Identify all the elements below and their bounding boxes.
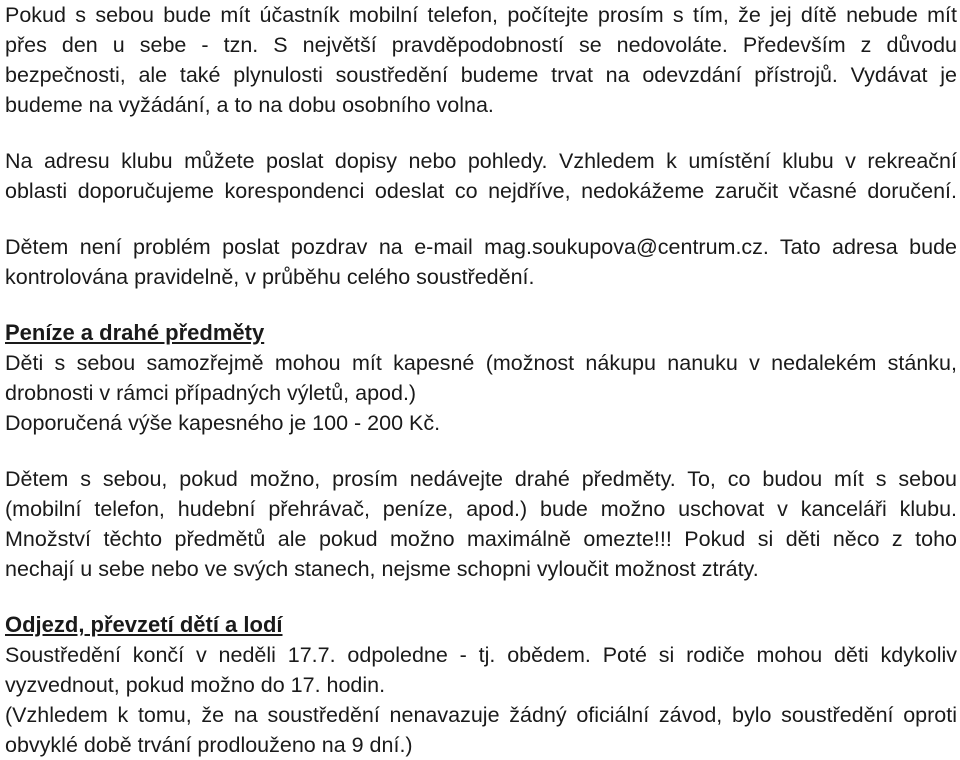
text-line: Děti s sebou samozřejmě mohou mít kapesné (možnost nákupu nanuku v nedalekém stánku, xyxy=(5,351,957,375)
paragraph-pocket-money xyxy=(5,348,957,438)
text-line: budeme na vyžádání, a to na dobu osobního volna. xyxy=(5,93,494,117)
document-body xyxy=(5,0,957,760)
text-line: bezpečnosti, ale také plynulosti soustředění budeme trvat na odevzdání přístrojů. Vydávat je xyxy=(5,63,957,87)
paragraph-departure xyxy=(5,640,957,760)
paragraph-letters xyxy=(5,146,957,206)
text-line: oblasti doporučujeme korespondenci odeslat co nejdříve, nedokážeme zaručit včasné doručení. xyxy=(5,179,957,203)
text-line: (Vzhledem k tomu, že na soustředění nenavazuje žádný oficiální závod, bylo soustředění oproti xyxy=(5,703,957,727)
text-line: obvyklé době trvání prodlouženo na 9 dní.) xyxy=(5,733,413,757)
paragraph-mobile-phones xyxy=(5,0,957,120)
text-line: Doporučená výše kapesného je 100 - 200 Kč. xyxy=(5,411,441,435)
text-line: (mobilní telefon, hudební přehrávač, peníze, apod.) bude možno uschovat v kanceláři klubu. xyxy=(5,497,957,521)
text-line: přes den u sebe - tzn. S největší pravděpodobností se nedovoláte. Především z důvodu xyxy=(5,33,957,57)
heading-departure: Odjezd, převzetí dětí a lodí xyxy=(5,612,283,637)
text-line: Na adresu klubu můžete poslat dopisy nebo pohledy. Vzhledem k umístění klubu v rekreační xyxy=(5,149,957,173)
paragraph-email xyxy=(5,232,957,292)
text-line: vyzvednout, pokud možno do 17. hodin. xyxy=(5,673,386,697)
heading-money-valuables: Peníze a drahé předměty xyxy=(5,320,265,345)
text-line: Soustředění končí v neděli 17.7. odpoledne - tj. obědem. Poté si rodiče mohou děti kdykoliv xyxy=(5,643,957,667)
text-line: Množství těchto předmětů ale pokud možno maximálně omezte!!! Pokud si děti něco z toho xyxy=(5,527,957,551)
text-line: Dětem s sebou, pokud možno, prosím nedávejte drahé předměty. To, co budou mít s sebou xyxy=(5,467,957,491)
text-line: Pokud s sebou bude mít účastník mobilní telefon, počítejte prosím s tím, že jej dítě nebude mít xyxy=(5,3,957,27)
text-line: drobnosti v rámci případných výletů, apod.) xyxy=(5,381,417,405)
paragraph-valuables xyxy=(5,464,957,584)
text-line: Dětem není problém poslat pozdrav na e-mail mag.soukupova@centrum.cz. Tato adresa bude xyxy=(5,235,957,259)
text-line: kontrolována pravidelně, v průběhu celého soustředění. xyxy=(5,265,535,289)
text-line: nechají u sebe nebo ve svých stanech, nejsme schopni vyloučit možnost ztráty. xyxy=(5,557,759,581)
